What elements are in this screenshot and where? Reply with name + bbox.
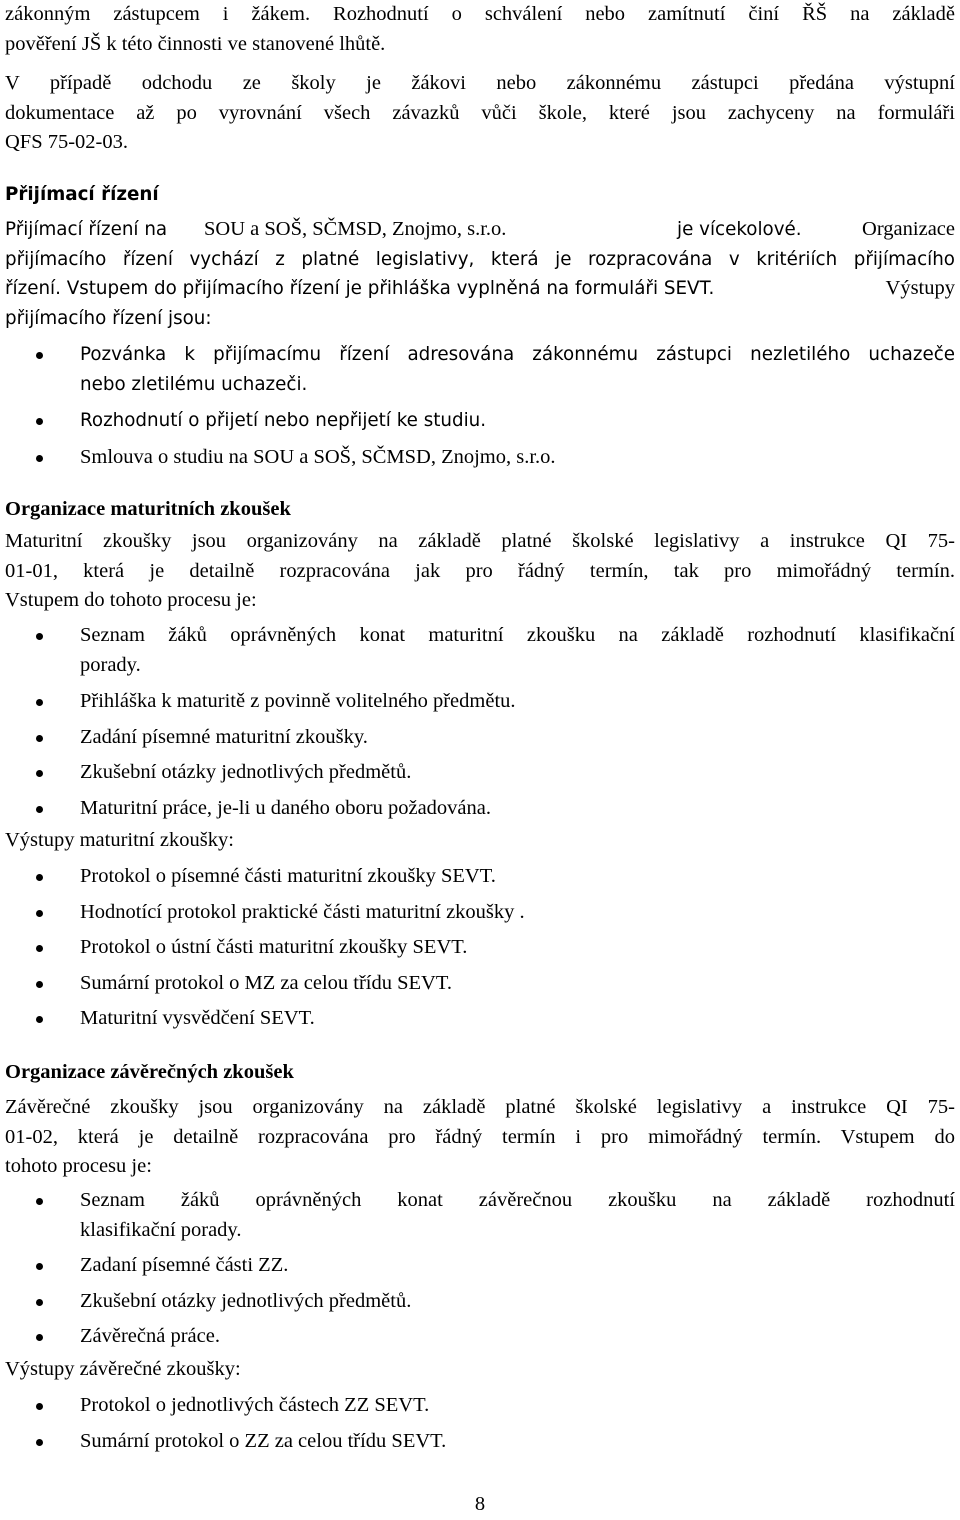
text-fragment: je vícekolové.	[677, 219, 802, 240]
text-line: tohoto procesu je:	[5, 1155, 152, 1177]
list-item	[5, 1251, 955, 1281]
bullet-icon	[36, 1016, 43, 1023]
maturita-inputs-list	[5, 621, 955, 823]
bullet-icon	[36, 633, 43, 640]
text-line: Protokol o jednotlivých částech ZZ SEVT.	[80, 1394, 430, 1416]
text-line: Maturitní zkoušky jsou organizovány na základě platné školské legislativy a instrukce QI 75-	[5, 530, 955, 552]
text-fragment: řízení. Vstupem do přijímacího řízení je přihláška vyplněná na formuláři SEVT.	[5, 278, 715, 299]
text-line: QFS 75-02-03.	[5, 131, 129, 153]
bullet-icon	[36, 806, 43, 813]
text-line: Závěrečné zkoušky jsou organizovány na základě platné školské legislativy a instrukce QI 75-	[5, 1096, 955, 1118]
departure-paragraph	[5, 69, 955, 158]
list-item	[5, 1427, 955, 1457]
bullet-icon	[36, 874, 43, 881]
bullet-icon	[36, 735, 43, 742]
maturita-paragraph	[5, 527, 955, 616]
text-line: dokumentace až po vyrovnání všech závazků vůči škole, které jsou zachyceny na formuláři	[5, 101, 955, 124]
text-line: Zkušební otázky jednotlivých předmětů.	[80, 1289, 412, 1312]
text-line: Maturitní vysvědčení SEVT.	[80, 1007, 315, 1029]
list-item	[5, 687, 955, 717]
list-item	[5, 340, 955, 399]
page-number: 8	[474, 1493, 486, 1515]
list-item	[5, 1287, 955, 1317]
final-exams-paragraph	[5, 1093, 955, 1182]
bullet-icon	[36, 1439, 43, 1446]
text-line: nebo zletilému uchazeči.	[80, 373, 308, 395]
text-fragment: SOU a SOŠ, SČMSD, Znojmo, s.r.o.	[204, 218, 507, 240]
list-item	[5, 406, 955, 436]
bullet-icon	[36, 699, 43, 706]
list-item	[5, 1322, 955, 1352]
text-line: Smlouva o studiu na SOU a SOŠ, SČMSD, Znojmo, s.r.o.	[80, 445, 556, 468]
list-item	[5, 1186, 955, 1245]
bullet-icon	[36, 910, 43, 917]
list-item	[5, 969, 955, 999]
text-line: Protokol o ústní části maturitní zkoušky SEVT.	[80, 936, 468, 958]
final-exams-outputs-label	[5, 1355, 955, 1385]
text-line: Seznam žáků oprávněných konat maturitní zkoušku na základě rozhodnutí klasifikační	[80, 624, 955, 646]
bullet-icon	[36, 352, 43, 359]
text-fragment: Organizace	[862, 218, 955, 240]
list-item	[5, 1391, 955, 1421]
text-line: zákonným zástupcem i žákem. Rozhodnutí o schválení nebo zamítnutí činí ŘŠ na základě	[5, 3, 955, 25]
list-item	[5, 758, 955, 788]
maturita-outputs-label	[5, 826, 955, 856]
intro-paragraph	[5, 0, 955, 59]
bullet-icon	[36, 1299, 43, 1306]
text-line: Přihláška k maturitě z povinně volitelného předmětu.	[80, 690, 516, 712]
text-line: Seznam žáků oprávněných konat závěrečnou zkoušku na základě rozhodnutí	[80, 1189, 955, 1211]
bullet-icon	[36, 1263, 43, 1270]
text-line: Rozhodnutí o přijetí nebo nepřijetí ke studiu.	[80, 410, 487, 431]
text-line: Hodnotící protokol praktické části maturitní zkoušky .	[80, 900, 525, 923]
admission-outputs-list	[5, 340, 955, 472]
text-line: Sumární protokol o ZZ za celou třídu SEVT.	[80, 1429, 447, 1452]
text-line: 01-01, která je detailně rozpracována jak pro řádný termín, tak pro mimořádný termín.	[5, 559, 955, 582]
admission-heading: Přijímací řízení	[5, 184, 159, 205]
text-line: Zadání písemné maturitní zkoušky.	[80, 725, 368, 748]
text-line	[5, 274, 955, 304]
bullet-icon	[36, 1334, 43, 1341]
final-exams-outputs-list	[5, 1391, 955, 1456]
list-item	[5, 933, 955, 963]
final-exams-inputs-list	[5, 1186, 955, 1352]
text-line: Sumární protokol o MZ za celou třídu SEVT.	[80, 971, 452, 994]
text-line: Zadaní písemné části ZZ.	[80, 1254, 289, 1276]
bullet-icon	[36, 1198, 43, 1205]
bullet-icon	[36, 1403, 43, 1410]
list-item	[5, 862, 955, 892]
maturita-heading: Organizace maturitních zkoušek	[5, 498, 291, 520]
list-item	[5, 1004, 955, 1034]
text-line: přijímacího řízení jsou:	[5, 307, 212, 329]
text-line: klasifikační porady.	[80, 1218, 242, 1241]
list-item	[5, 443, 955, 473]
text-line: Maturitní práce, je-li u daného oboru požadována.	[80, 796, 491, 819]
text-line: Protokol o písemné části maturitní zkoušky SEVT.	[80, 865, 496, 887]
text-line	[5, 215, 955, 245]
text-line: Pozvánka k přijímacímu řízení adresována zákonnému zástupci nezletilého uchazeče	[80, 344, 955, 365]
text-line: Výstupy maturitní zkoušky:	[5, 829, 234, 851]
text-fragment: Výstupy	[885, 277, 955, 299]
bullet-icon	[36, 455, 43, 462]
list-item	[5, 898, 955, 928]
text-line: Závěrečná práce.	[80, 1325, 220, 1347]
text-line: Vstupem do tohoto procesu je:	[5, 589, 257, 611]
bullet-icon	[36, 945, 43, 952]
list-item	[5, 723, 955, 753]
admission-paragraph	[5, 215, 955, 333]
text-line: Zkušební otázky jednotlivých předmětů.	[80, 761, 412, 783]
text-fragment: Přijímací řízení na	[5, 219, 168, 240]
text-line: Výstupy závěrečné zkoušky:	[5, 1358, 241, 1380]
bullet-icon	[36, 770, 43, 777]
text-line: pověření JŠ k této činnosti ve stanovené lhůtě.	[5, 32, 386, 55]
bullet-icon	[36, 981, 43, 988]
text-line: přijímacího řízení vychází z platné legislativy, která je rozpracována v kritériích přijímacího	[5, 248, 955, 270]
text-line: 01-02, která je detailně rozpracována pro řádný termín i pro mimořádný termín. Vstupem do	[5, 1125, 955, 1148]
list-item	[5, 794, 955, 824]
bullet-icon	[36, 418, 43, 425]
text-line: V případě odchodu ze školy je žákovi nebo zákonnému zástupci předána výstupní	[5, 72, 955, 94]
list-item	[5, 621, 955, 680]
final-exams-heading: Organizace závěrečných zkoušek	[5, 1061, 294, 1083]
maturita-outputs-list	[5, 862, 955, 1034]
text-line: porady.	[80, 653, 141, 676]
